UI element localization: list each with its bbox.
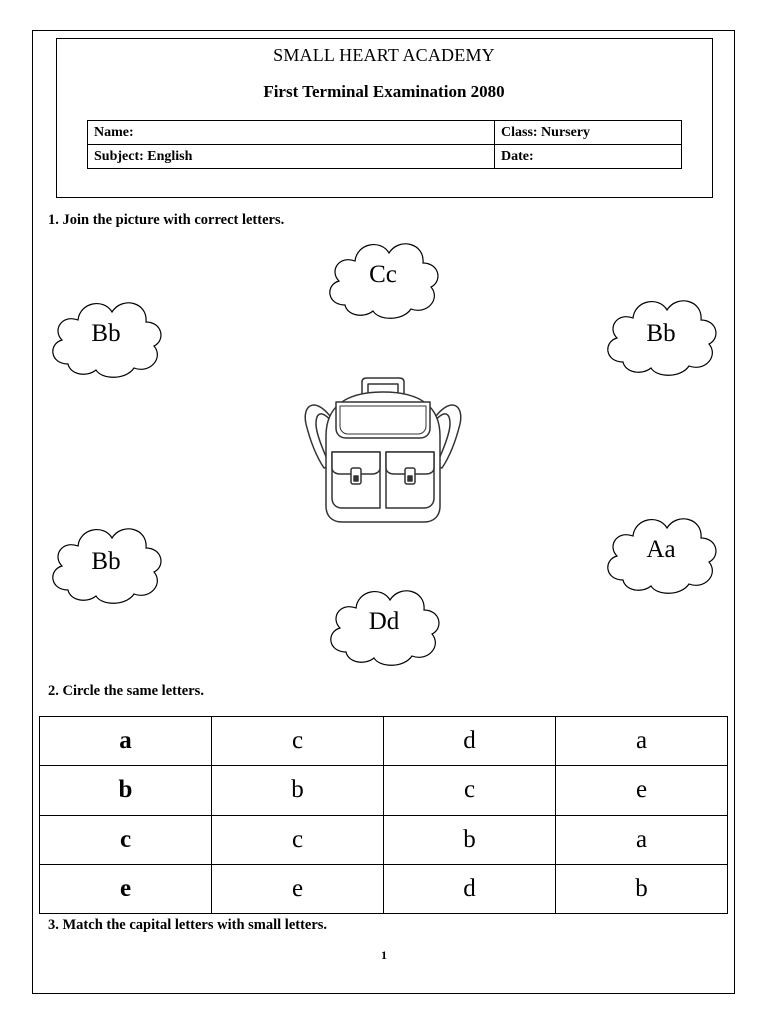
key-letter: c — [40, 815, 212, 864]
cloud-bottom — [324, 582, 444, 668]
cloud-lower-left — [46, 518, 166, 606]
option-letter[interactable]: b — [384, 815, 556, 864]
cloud-lower-right — [601, 508, 721, 596]
school-name: SMALL HEART ACADEMY — [273, 45, 495, 65]
table-row — [40, 864, 728, 913]
info-row — [88, 145, 682, 169]
cloud-label-bb: Bb — [91, 320, 121, 347]
info-row — [88, 121, 682, 145]
option-letter[interactable]: c — [384, 766, 556, 815]
option-letter[interactable]: d — [384, 717, 556, 766]
date-field: Date: — [495, 145, 682, 169]
cloud-upper-right — [601, 290, 721, 378]
cloud-top — [323, 235, 443, 320]
exam-title: First Terminal Examination 2080 — [263, 82, 505, 101]
class-field: Class: Nursery — [495, 121, 682, 145]
option-letter[interactable]: b — [212, 766, 384, 815]
name-field: Name: — [88, 121, 495, 145]
question-1-title: 1. Join the picture with correct letters. — [48, 212, 285, 228]
cloud-label-aa: Aa — [646, 536, 676, 563]
table-row — [40, 815, 728, 864]
cloud-label-bb: Bb — [646, 320, 676, 347]
question-2-title: 2. Circle the same letters. — [48, 683, 204, 699]
question-3-title: 3. Match the capital letters with small letters. — [48, 917, 328, 933]
key-letter: b — [40, 766, 212, 815]
table-row — [40, 766, 728, 815]
subject-field: Subject: English — [88, 145, 495, 169]
cloud-label-bb: Bb — [91, 548, 121, 575]
page-number: 1 — [381, 948, 387, 962]
table-row — [40, 717, 728, 766]
backpack-icon — [300, 376, 466, 531]
circle-letters-table — [39, 716, 728, 914]
option-letter[interactable]: e — [556, 766, 728, 815]
option-letter[interactable]: e — [212, 864, 384, 913]
option-letter[interactable]: c — [212, 815, 384, 864]
option-letter[interactable]: a — [556, 815, 728, 864]
cloud-upper-left — [46, 292, 166, 380]
student-info-table — [87, 120, 682, 169]
option-letter[interactable]: b — [556, 864, 728, 913]
key-letter: a — [40, 717, 212, 766]
option-letter[interactable]: a — [556, 717, 728, 766]
option-letter[interactable]: d — [384, 864, 556, 913]
key-letter: e — [40, 864, 212, 913]
option-letter[interactable]: c — [212, 717, 384, 766]
cloud-label-cc: Cc — [369, 261, 397, 288]
cloud-label-dd: Dd — [368, 608, 400, 635]
